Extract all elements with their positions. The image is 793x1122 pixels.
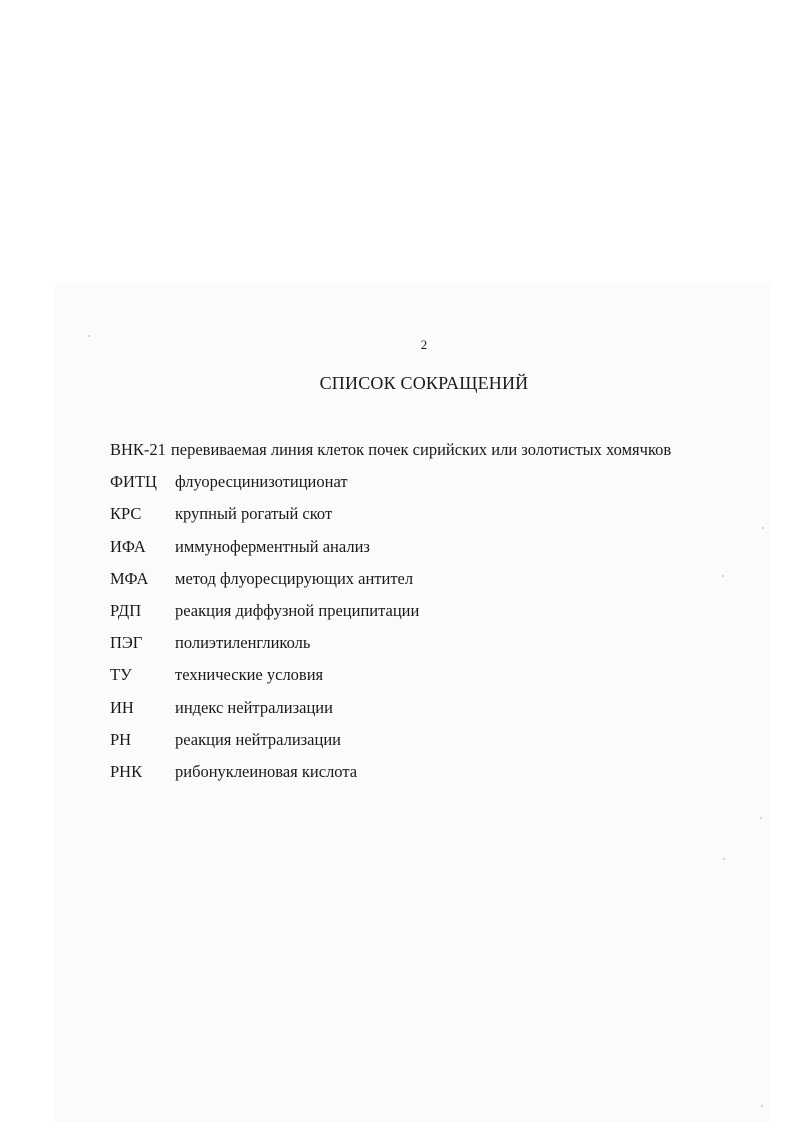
abbreviation-row [110,632,760,664]
abbreviation-definition: иммуноферментный анализ [175,536,370,556]
abbreviation-row [110,729,760,761]
abbreviation-row [110,664,760,696]
abbreviation-definition: реакция диффузной преципитации [175,600,420,620]
abbreviation-term: ИФА [110,536,146,556]
scan-speck [723,858,725,860]
abbreviation-definition: рибонуклеиновая кислота [175,761,358,781]
abbreviation-row [110,600,760,632]
abbreviation-row [110,471,760,503]
page-number: 2 [420,337,428,352]
scan-speck [722,575,724,577]
abbreviation-term: РНК [110,761,143,781]
abbreviation-definition: индекс нейтрализации [175,697,333,717]
scan-speck [762,527,764,529]
abbreviation-term: КРС [110,504,142,524]
abbreviation-term: ИН [110,697,134,717]
abbreviation-row [110,503,760,535]
abbreviation-row [110,697,760,729]
abbreviation-term: ТУ [110,665,132,685]
abbreviation-term: РДП [110,600,142,620]
abbreviation-term: МФА [110,568,149,588]
abbreviation-definition: перевиваемая линия клеток почек сирийских или золотистых хомячков [170,440,672,459]
abbreviation-term: ВНК-21 [110,440,166,459]
abbreviation-term: ПЭГ [110,633,143,653]
abbreviation-definition: полиэтиленгликоль [175,633,311,653]
abbreviation-definition: крупный рогатый скот [175,504,333,524]
abbreviation-term: ФИТЦ [110,472,157,492]
abbreviation-row [110,568,760,600]
scan-speck [761,1105,763,1107]
abbreviation-term: РН [110,729,132,749]
abbreviation-row [110,761,760,793]
page-title: СПИСОК СОКРАЩЕНИЙ [319,373,529,393]
abbreviation-row [110,536,760,568]
abbreviation-list [110,439,760,793]
abbreviation-definition: реакция нейтрализации [175,729,341,749]
scan-speck [760,817,762,819]
abbreviation-definition: метод флуоресцирующих антител [175,568,414,588]
scan-speck [88,335,90,337]
abbreviation-definition: флуоресцинизотиционат [175,472,348,492]
abbreviation-definition: технические условия [175,665,324,685]
abbreviation-row [110,439,760,471]
